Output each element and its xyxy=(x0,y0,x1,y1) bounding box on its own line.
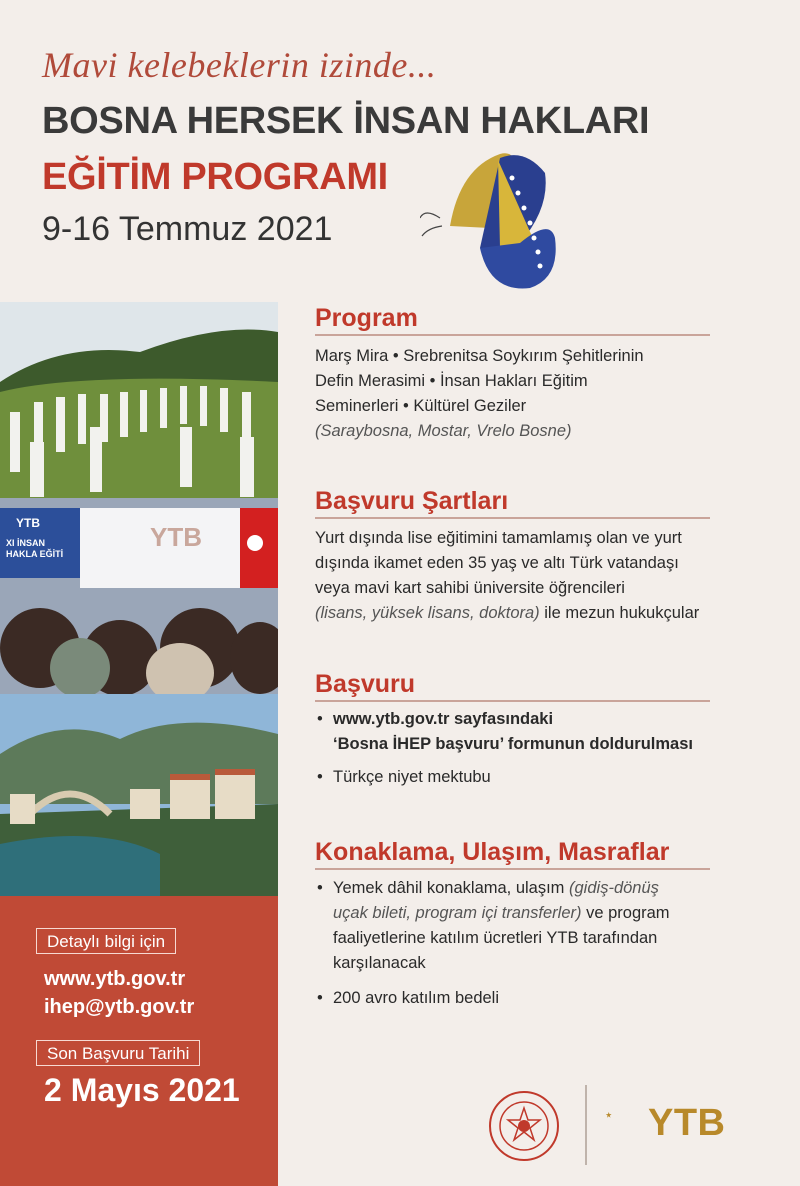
costs-fee: 200 avro katılım bedeli xyxy=(333,989,500,1007)
memorial-cemetery-photo xyxy=(0,302,278,498)
ytb-crescent-icon xyxy=(598,1092,648,1152)
requirements-title: Başvuru Şartları xyxy=(315,487,509,515)
costs-title: Konaklama, Ulaşım, Masraflar xyxy=(315,838,670,866)
application-letter: Türkçe niyet mektubu xyxy=(333,768,491,786)
deadline-date: 2 Mayıs 2021 xyxy=(44,1072,240,1108)
bullet-dot: • xyxy=(317,710,323,728)
seminar-banner-text: XI İNSAN HAKLA EĞİTİ xyxy=(6,538,64,559)
requirements-body xyxy=(315,526,755,626)
title-line-1: BOSNA HERSEK İNSAN HAKLARI xyxy=(42,100,650,142)
program-line-1: Marş Mira • Srebrenitsa Soykırım Şehitlerinin xyxy=(315,347,644,365)
title-line-2: EĞİTİM PROGRAMI xyxy=(42,156,388,198)
website-link[interactable]: www.ytb.gov.tr xyxy=(44,968,186,990)
program-dates: 9-16 Temmuz 2021 xyxy=(42,210,333,248)
program-line-2: Defin Merasimi • İnsan Hakları Eğitim xyxy=(315,372,588,390)
seminar-banner-logo: YTB xyxy=(16,516,40,530)
application-form-name: ‘Bosna İHEP başvuru’ formunun doldurulması xyxy=(333,735,693,753)
requirements-rule xyxy=(315,517,710,519)
application-bullet-2 xyxy=(315,765,735,790)
requirements-line-4-rest: ile mezun hukukçular xyxy=(539,604,700,622)
program-body xyxy=(315,344,755,444)
application-rule xyxy=(315,700,710,702)
costs-bullet-1 xyxy=(315,876,735,976)
costs-line-2: ve program xyxy=(581,904,670,922)
info-label: Detaylı bilgi için xyxy=(36,928,176,954)
requirements-line-1: Yurt dışında lise eğitimini tamamlamış olan ve yurt xyxy=(315,529,682,547)
bullet-dot: • xyxy=(317,989,323,1007)
tagline: Mavi kelebeklerin izinde... xyxy=(42,45,437,85)
bullet-dot: • xyxy=(317,768,323,786)
application-bullet-1 xyxy=(315,707,735,757)
seminar-banner-center-logo: YTB xyxy=(150,522,202,552)
email-link[interactable]: ihep@ytb.gov.tr xyxy=(44,996,195,1018)
ministry-seal-icon xyxy=(488,1090,560,1162)
costs-line-1: Yemek dâhil konaklama, ulaşım xyxy=(333,879,570,897)
costs-line-4: karşılanacak xyxy=(333,954,426,972)
deadline-label: Son Başvuru Tarihi xyxy=(36,1040,200,1066)
butterfly-illustration xyxy=(420,148,580,298)
requirements-line-4 xyxy=(315,601,755,626)
mostar-bridge-photo xyxy=(0,694,278,896)
requirements-line-2: dışında ikamet eden 35 yaş ve altı Türk vatandaşı xyxy=(315,554,679,572)
ytb-logo-text: YTB xyxy=(648,1102,726,1144)
logo-divider xyxy=(585,1085,587,1165)
costs-line-2-italic: uçak bileti, program içi transferler) xyxy=(333,904,582,922)
costs-line-3: faaliyetlerine katılım ücretleri YTB tarafından xyxy=(333,929,658,947)
costs-bullet-2 xyxy=(315,986,735,1011)
requirements-line-3: veya mavi kart sahibi üniversite öğrencileri xyxy=(315,579,625,597)
costs-line-1-italic: (gidiş-dönüş xyxy=(569,879,659,897)
costs-rule xyxy=(315,868,710,870)
program-locations: (Saraybosna, Mostar, Vrelo Bosne) xyxy=(315,422,572,440)
program-line-3: Seminerleri • Kültürel Geziler xyxy=(315,397,527,415)
application-title: Başvuru xyxy=(315,670,416,698)
requirements-degrees: (lisans, yüksek lisans, doktora) xyxy=(315,604,540,622)
seminar-photo xyxy=(0,498,278,694)
program-title: Program xyxy=(315,304,418,332)
application-website: www.ytb.gov.tr sayfasındaki xyxy=(333,710,554,728)
program-rule xyxy=(315,334,710,336)
bullet-dot: • xyxy=(317,879,323,897)
